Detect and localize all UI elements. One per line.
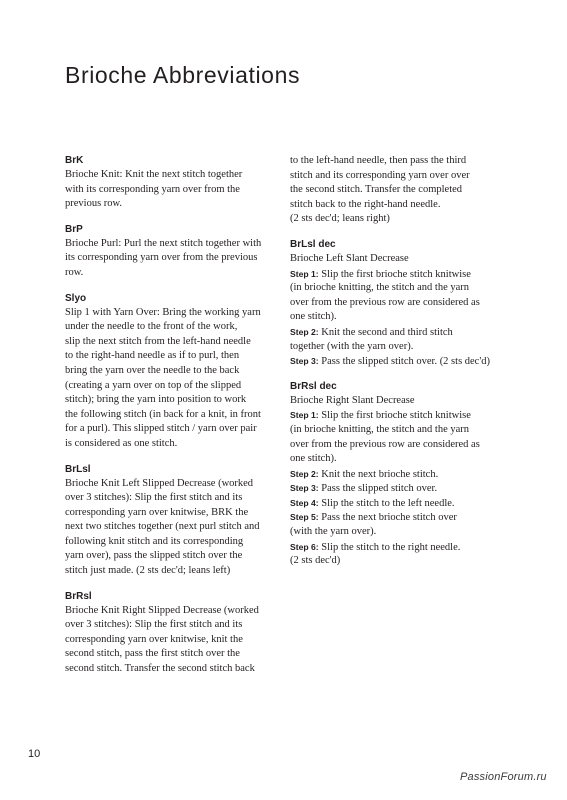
definition-line: (creating a yarn over on top of the slipped — [65, 379, 242, 391]
abbreviation-entry-brrsl-dec — [290, 380, 515, 569]
definition-line: bring the yarn over the needle to the back — [65, 364, 240, 376]
step-label: Step 1: — [290, 410, 319, 421]
definition-line: following knit stitch and its corresponding — [65, 535, 244, 547]
definition-line: over 3 stitches): Slip the first stitch and its — [65, 619, 243, 631]
spacer — [65, 452, 287, 463]
definition-line: is considered as one stitch. — [65, 437, 178, 449]
abbreviation-entry-brlsl-dec — [290, 238, 515, 369]
definition-line: over 3 stitches): Slip the first stitch and its — [65, 492, 243, 504]
definition-line: Brioche Knit: Knit the next stitch together — [65, 169, 243, 180]
definition-line: Slip 1 with Yarn Over: Bring the working yarn — [65, 306, 261, 318]
definition-line: one stitch). — [290, 453, 337, 465]
definition-line: previous row. — [65, 198, 123, 210]
step-text: Pass the next brioche stitch over — [321, 512, 457, 524]
definition-line: over from the previous row are considered as — [290, 438, 480, 450]
definition-line: to the left-hand needle, then pass the third — [290, 155, 467, 166]
step-label: Step 5: — [290, 512, 319, 523]
step-text: Slip the stitch to the left needle. — [321, 497, 455, 509]
abbreviation-term: Slyo — [65, 292, 87, 304]
step-label: Step 2: — [290, 326, 319, 337]
page-title: Brioche Abbreviations — [65, 62, 301, 88]
definition-line: under the needle to the front of the work, — [65, 321, 238, 333]
step-label: Step 3: — [290, 356, 319, 367]
definition-line: Brioche Purl: Purl the next stitch together with — [65, 237, 262, 249]
definition-line: for a purl). This slipped stitch / yarn over pair — [65, 423, 257, 435]
step-line — [290, 267, 515, 282]
step-text: Pass the slipped stitch over. (2 sts dec'd) — [321, 356, 490, 368]
right-column — [290, 154, 515, 569]
spacer — [290, 369, 515, 380]
abbreviation-entry-brp — [65, 223, 287, 281]
definition-name: Brioche Right Slant Decrease — [290, 394, 415, 406]
spacer — [65, 212, 287, 223]
spacer — [65, 281, 287, 292]
spacer — [290, 227, 515, 238]
definition-line: next two stitches together (next purl stitch and — [65, 521, 260, 533]
step-line — [290, 496, 515, 511]
step-text: Slip the first brioche stitch knitwise — [321, 410, 471, 422]
abbreviation-continuation — [290, 154, 515, 227]
definition-line: slip the next stitch from the left-hand needle — [65, 335, 251, 347]
abbreviation-term: BrLsl dec — [290, 238, 336, 250]
definition-line: Brioche Knit Right Slipped Decrease (worked — [65, 604, 259, 616]
abbreviation-term: BrP — [65, 223, 83, 235]
definition-line: (in brioche knitting, the stitch and the yarn — [290, 282, 470, 294]
definition-line: corresponding yarn over knitwise, BRK the — [65, 506, 249, 518]
step-label: Step 2: — [290, 468, 319, 479]
watermark: PassionForum.ru — [460, 771, 547, 783]
step-text: Knit the next brioche stitch. — [321, 468, 439, 480]
abbreviation-entry-brrsl — [65, 590, 287, 677]
definition-line: stitch and its corresponding yarn over over — [290, 169, 470, 181]
definition-name: Brioche Left Slant Decrease — [290, 252, 409, 264]
spacer — [65, 579, 287, 590]
abbreviation-term: BrRsl — [65, 590, 92, 602]
step-line — [290, 540, 515, 555]
step-line — [290, 325, 515, 340]
step-line — [290, 467, 515, 482]
definition-line: (with the yarn over). — [290, 526, 377, 538]
step-text: Slip the first brioche stitch knitwise — [321, 268, 471, 280]
step-label: Step 1: — [290, 268, 319, 279]
step-text: Slip the stitch to the right needle. — [321, 541, 461, 553]
step-label: Step 4: — [290, 497, 319, 508]
definition-line: yarn over), pass the slipped stitch over the — [65, 550, 243, 562]
step-line — [290, 408, 515, 423]
definition-line: corresponding yarn over knitwise, knit the — [65, 633, 243, 645]
definition-line: (in brioche knitting, the stitch and the yarn — [290, 423, 470, 435]
definition-line: together (with the yarn over). — [290, 340, 414, 352]
step-line — [290, 510, 515, 525]
step-label: Step 6: — [290, 541, 319, 552]
definition-line: its corresponding yarn over from the previous — [65, 252, 258, 264]
definition-line: stitch back to the right-hand needle. — [290, 198, 441, 210]
step-line — [290, 481, 515, 496]
step-line — [290, 354, 515, 369]
step-label: Step 3: — [290, 483, 319, 494]
abbreviation-entry-brlsl — [65, 463, 287, 579]
definition-line: stitch just made. (2 sts dec'd; leans left) — [65, 565, 231, 577]
step-text: Pass the slipped stitch over. — [321, 483, 438, 495]
abbreviation-term: BrRsl dec — [290, 380, 337, 392]
definition-line: the following stitch (in back for a knit, in front — [65, 408, 261, 420]
abbreviation-term: BrK — [65, 155, 84, 166]
definition-line: over from the previous row are considered as — [290, 296, 480, 308]
abbreviation-entry-brk — [65, 154, 287, 212]
definition-line: second stitch, pass the first stitch over the — [65, 648, 240, 660]
definition-line: the second stitch. Transfer the completed — [290, 184, 463, 196]
definition-line: (2 sts dec'd) — [290, 555, 341, 567]
definition-line: with its corresponding yarn over from the — [65, 183, 240, 195]
definition-line: (2 sts dec'd; leans right) — [290, 213, 390, 225]
left-column — [65, 154, 287, 677]
abbreviation-entry-slyo — [65, 292, 287, 452]
page-number: 10 — [28, 748, 41, 760]
definition-line: to the right-hand needle as if to purl, then — [65, 350, 240, 362]
abbreviation-term: BrLsl — [65, 463, 91, 475]
definition-line: second stitch. Transfer the second stitch back — [65, 663, 255, 675]
definition-line: row. — [65, 266, 84, 278]
definition-line: Brioche Knit Left Slipped Decrease (worked — [65, 477, 254, 489]
definition-line: one stitch). — [290, 311, 337, 323]
definition-line: stitch); bring the yarn into position to work — [65, 394, 247, 406]
step-text: Knit the second and third stitch — [321, 326, 453, 338]
